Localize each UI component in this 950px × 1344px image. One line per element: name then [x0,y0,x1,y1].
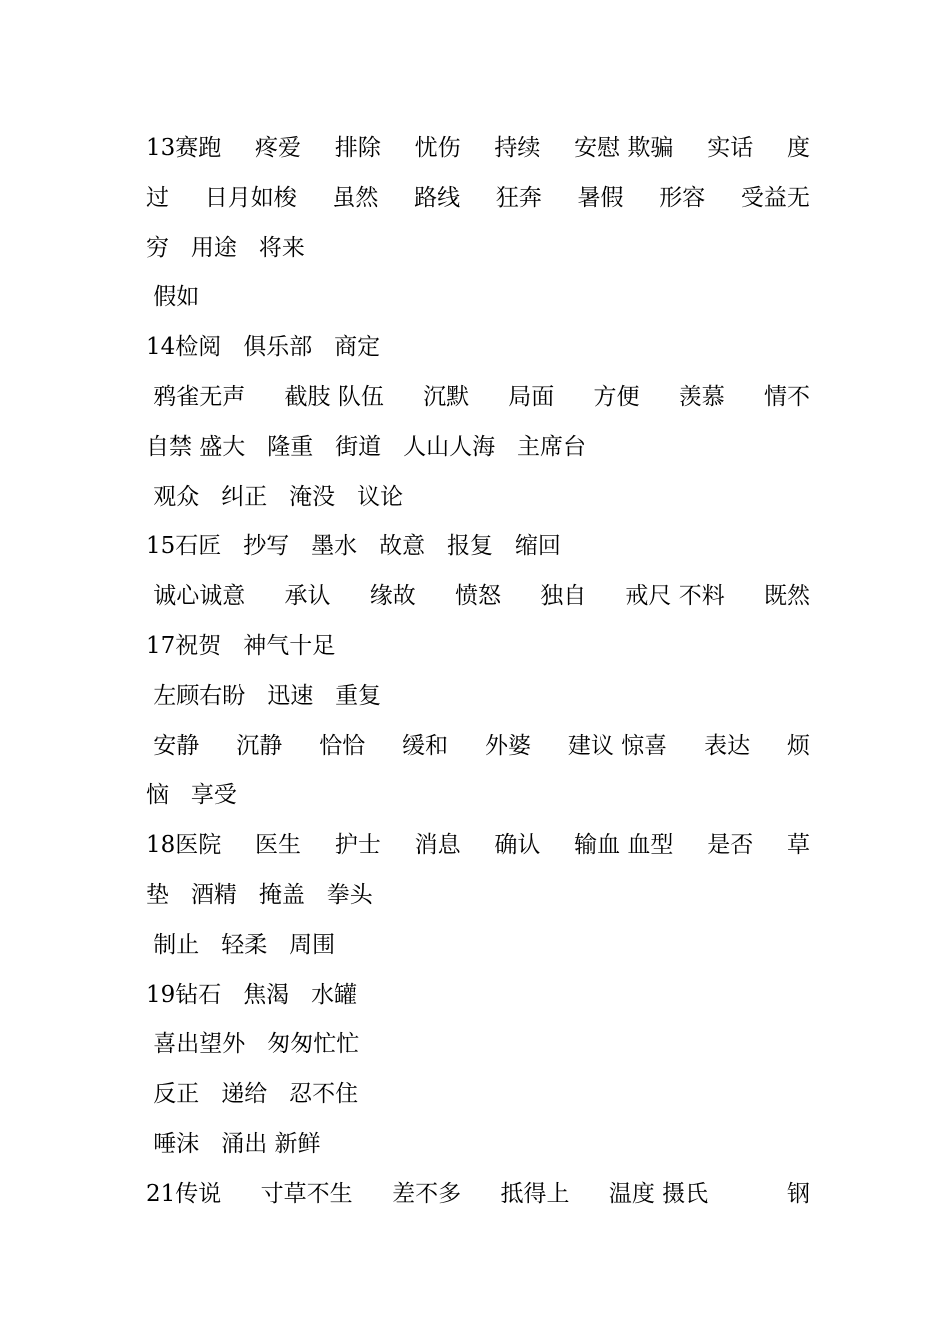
text-line: 制止 轻柔 周围 [146,931,336,958]
text-line [146,572,810,622]
word: 鸦雀无声 [146,383,246,410]
word: 18医院 [146,832,222,859]
text-line: 唾沫 涌出 新鲜 [146,1130,321,1157]
text-line: 观众 纠正 淹没 议论 [146,483,404,510]
word: 确认 [494,832,541,859]
word: 护士 [334,832,381,859]
word: 表达 [704,732,751,759]
text-line [146,722,810,772]
vocabulary-text [146,124,810,1220]
text-line: 喜出望外 匆匆忙忙 [146,1031,360,1058]
word: 钢 [786,1180,810,1207]
word: 愤怒 [454,583,501,610]
word: 疼爱 [255,135,302,161]
word: 沉静 [236,732,283,759]
word: 草 [786,832,810,859]
word: 外婆 [484,732,531,759]
word: 狂奔 [495,184,542,211]
word: 形容 [659,184,706,211]
word: 持续 [494,135,541,161]
word: 缓和 [402,732,449,759]
word: 局面 [508,383,555,410]
word: 戒尺 不料 [625,583,725,610]
word: 情不 [763,383,810,410]
word: 暑假 [577,184,624,211]
word: 诚心诚意 [146,583,246,610]
text-line: 15石匠 抄写 墨水 故意 报复 缩回 [146,533,561,560]
word: 医生 [255,832,302,859]
word: 差不多 [392,1180,462,1207]
word: 路线 [414,184,461,211]
word: 抵得上 [500,1180,570,1207]
word: 实话 [707,135,754,161]
word: 是否 [707,832,754,859]
word: 既然 [763,583,810,610]
text-line: 14检阅 俱乐部 商定 [146,334,381,361]
word: 21传说 [146,1180,222,1207]
word: 13赛跑 [146,135,222,161]
word: 忧伤 [414,135,461,161]
text-line: 假如 [146,284,200,311]
text-line [146,174,810,224]
text-line: 自禁 盛大 隆重 街道 人山人海 主席台 [146,433,587,460]
text-line: 左顾右盼 迅速 重复 [146,682,382,709]
word: 输血 血型 [574,832,674,859]
word: 日月如梭 [204,184,297,211]
word: 安慰 欺骗 [574,135,674,161]
word: 受益无 [740,184,810,211]
word: 烦 [786,732,810,759]
word: 缘故 [369,583,416,610]
word: 过 [146,184,169,211]
word: 温度 摄氏 [608,1180,709,1207]
text-line [146,124,810,174]
word: 羡慕 [678,383,725,410]
text-line: 恼 享受 [146,782,237,809]
word: 排除 [334,135,381,161]
word: 安静 [146,732,200,759]
text-line: 反正 递给 忍不住 [146,1081,359,1108]
text-line: 穷 用途 将来 [146,234,305,261]
word: 虽然 [332,184,379,211]
word: 恰恰 [319,732,366,759]
word: 承认 [284,583,331,610]
word: 寸草不生 [260,1180,353,1207]
word: 方便 [593,383,640,410]
text-line: 19钻石 焦渴 水罐 [146,981,358,1008]
word: 截肢 队伍 [284,383,384,410]
text-line [146,373,810,423]
text-line: 垫 酒精 掩盖 拳头 [146,881,373,908]
text-line: 17祝贺 神气十足 [146,632,336,659]
word: 独自 [540,583,587,610]
word: 建议 惊喜 [567,732,668,759]
text-line [146,821,810,871]
word: 度 [786,135,810,161]
word: 沉默 [423,383,470,410]
text-line [146,1170,810,1220]
word: 消息 [414,832,461,859]
